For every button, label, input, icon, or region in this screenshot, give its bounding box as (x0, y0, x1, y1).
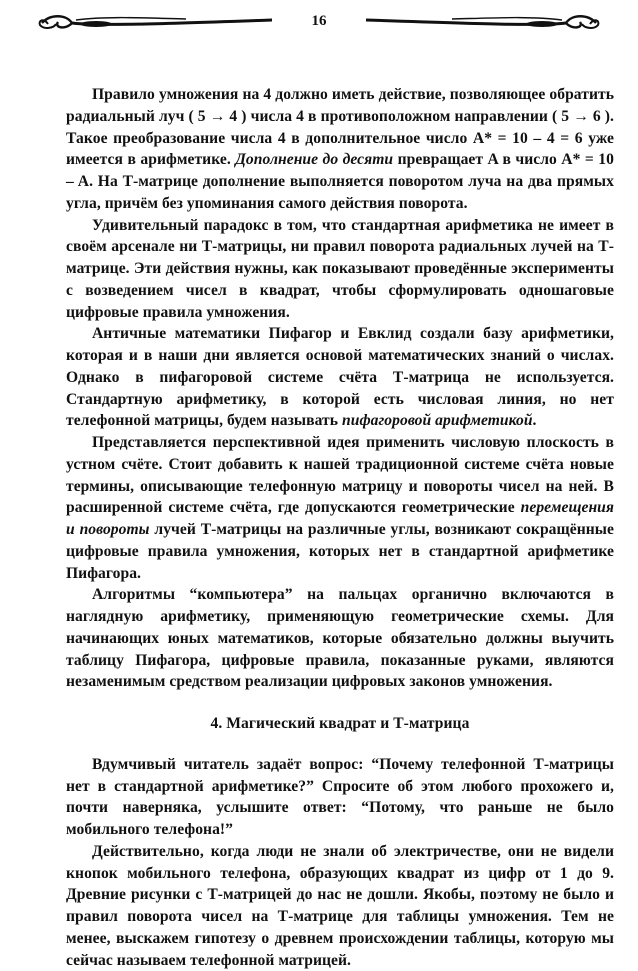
text-run: Вдумчивый читатель задаёт вопрос: “Почему телефонной Т-матрицы нет в стандартной арифметике?” Спросите об этом любого прохожего и, почти наверняка, услышите ответ: “Потому, что раньше не было мобильного телефона!” (66, 755, 614, 838)
page-body (66, 84, 614, 971)
right-ornament-icon (362, 12, 602, 34)
paragraph (66, 584, 614, 693)
section-paragraphs (66, 754, 614, 971)
text-run: Алгоритмы “компьютера” на пальцах органично включаются в наглядную арифметику, применяющую геометрические схемы. Для начинающих юных математиков, которые обязательно должны выучить таблицу Пифагора, цифровые правила, показанные руками, являются незаменимым средством реализации цифровых законов умножения. (66, 586, 614, 691)
emphasized-term: перемещения и повороты (66, 499, 614, 538)
text-run: . (532, 412, 537, 430)
body-paragraphs (66, 84, 614, 693)
page-header (36, 8, 602, 36)
text-run: Правило умножения на 4 должно иметь действие, позволяющее обратить радиальный луч ( 5 → 4 ) числа 4 в противоположном направлении ( 5 → 6 ). Такое преобразование числа 4 в дополнительное число A* = 10 – 4 = 6 уже имеется в арифметике. (66, 86, 614, 169)
page-number: 16 (311, 13, 327, 29)
section-heading: 4. Магический квадрат и Т-матрица (210, 715, 470, 732)
text-run: Удивительный парадокс в том, что стандартная арифметика не имеет в своём арсенале ни Т-матрицы, ни правил поворота радиальных лучей на Т-матрице. Эти действия нужны, как показывают проведённые эксперименты с возведением чисел в квадрат, чтобы сформулировать одношаговые цифровые правила умножения. (66, 216, 614, 321)
paragraph (66, 215, 614, 324)
emphasized-term: пифагоровой арифметикой (342, 412, 533, 430)
paragraph (66, 841, 614, 971)
paragraph (66, 754, 614, 841)
emphasized-term: Дополнение до десяти (235, 151, 394, 169)
text-run: Представляется перспективной идея применить числовую плоскость в устном счёте. Стоит добавить к нашей традиционной системе счёта новые термины, описывающие телефонную матрицу и повороты чисел на ней. В расширенной системе счёта, где допускаются геометрические (66, 434, 614, 517)
text-run: Античные математики Пифагор и Евклид создали базу арифметики, которая и в наши дни является основой математических знаний о числах. Однако в пифагоровой системе счёта Т-матрица не используется. Стандартную арифметику, в которой есть числовая линия, но нет телефонной матрицы, будем называть (66, 325, 614, 430)
paragraph (66, 84, 614, 215)
text-run: превращает A в число A* = 10 – A. На Т-матрице дополнение выполняется поворотом луча на два прямых угла, причём без упоминания самого действия поворота. (66, 151, 614, 212)
paragraph (66, 432, 614, 584)
text-run: Действительно, когда люди не знали об электричестве, они не видели кнопок мобильного телефона, образующих квадрат из цифр от 1 до 9. Древние рисунки с Т-матрицей до нас не дошли. Якобы, поэтому не было и правил поворота чисел на Т-матрице для таблицы умножения. Тем не менее, выскажем гипотезу о древнем происхождении таблицы, которую мы сейчас называем телефонной матрицей. (66, 842, 614, 969)
paragraph (66, 323, 614, 432)
text-run: лучей Т-матрицы на различные углы, возникают сокращённые цифровые правила умножения, которых нет в стандартной арифметике Пифагора. (66, 521, 614, 582)
